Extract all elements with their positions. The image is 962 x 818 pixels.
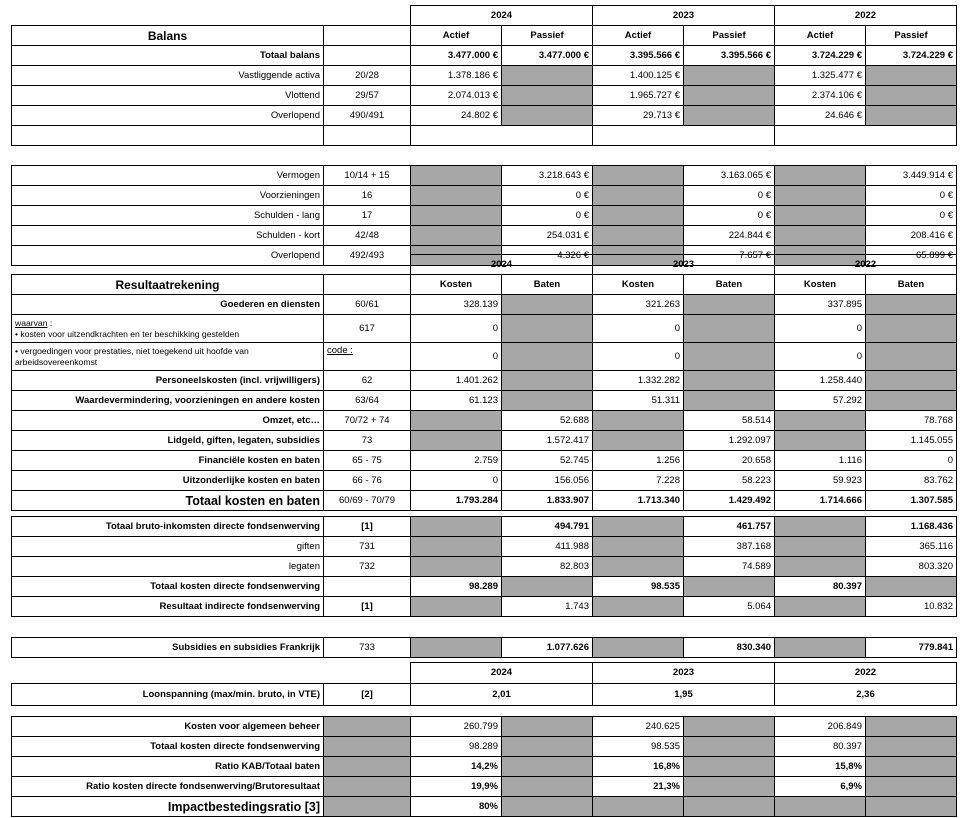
cell: 58.223 [684, 471, 775, 491]
cell: 24.802 € [411, 106, 502, 126]
table-row [12, 471, 957, 491]
year-header: 2024 [411, 255, 593, 275]
row-code: 20/28 [324, 66, 411, 86]
col-header: Actief [775, 26, 866, 46]
table-row [12, 777, 957, 797]
row-label: Goederen en diensten [12, 295, 324, 315]
row-label: Vastliggende activa [12, 66, 324, 86]
cell: 1.429.492 [684, 491, 775, 511]
row-label: Overlopend [12, 106, 324, 126]
cell: 1.965.727 € [593, 86, 684, 106]
waarvan-label: waarvan [15, 317, 48, 328]
row-code: 490/491 [324, 106, 411, 126]
cell: 80% [411, 797, 502, 817]
waarvan-text: • vergoedingen voor prestaties, niet toegekend uit hoofde van arbeidsovereenkomst [12, 343, 324, 371]
col-header: Actief [411, 26, 502, 46]
cell: 1.325.477 € [775, 66, 866, 86]
cell: 3.724.229 € [866, 46, 957, 66]
col-header: Baten [684, 275, 775, 295]
row-label: Uitzonderlijke kosten en baten [12, 471, 324, 491]
cell: 29.713 € [593, 106, 684, 126]
cell: 3.218.643 € [502, 166, 593, 186]
col-header: Passief [684, 26, 775, 46]
row-label: Voorzieningen [12, 186, 324, 206]
cell: 78.768 [866, 411, 957, 431]
cell: 3.395.566 € [684, 46, 775, 66]
cell: 5.064 [684, 597, 775, 617]
row-label: Loonspanning (max/min. bruto, in VTE) [12, 684, 324, 706]
cell: 1.743 [502, 597, 593, 617]
year-header: 2023 [593, 6, 775, 26]
cell: 1.401.262 [411, 371, 502, 391]
cell: 98.289 [411, 737, 502, 757]
cell: 0 € [866, 206, 957, 226]
cell: 1.572.417 [502, 431, 593, 451]
cell: 2.074.013 € [411, 86, 502, 106]
cell: 2.374.106 € [775, 86, 866, 106]
balans-title: Balans [12, 26, 324, 46]
table-row [12, 517, 957, 537]
waarvan-text: • kosten voor uitzendkrachten en ter beschikking gestelden [15, 328, 240, 339]
cell: 337.895 [775, 295, 866, 315]
row-label: Kosten voor algemeen beheer [12, 717, 324, 737]
ratios-table [11, 716, 957, 817]
col-header: Baten [502, 275, 593, 295]
cell: 240.625 [593, 717, 684, 737]
cell: 0 [866, 451, 957, 471]
cell: 206.849 [775, 717, 866, 737]
cell: 15,8% [775, 757, 866, 777]
row-code: [1] [324, 597, 411, 617]
table-row [12, 491, 957, 511]
cell: 16,8% [593, 757, 684, 777]
subsidies-table [11, 637, 957, 658]
table-row [12, 206, 957, 226]
row-code: 617 [324, 315, 411, 343]
row-code: [1] [324, 517, 411, 537]
cell: 779.841 [866, 638, 957, 658]
cell: 74.589 [684, 557, 775, 577]
col-header: Actief [593, 26, 684, 46]
cell: 20.658 [684, 451, 775, 471]
cell: 156.056 [502, 471, 593, 491]
cell: 0 € [502, 186, 593, 206]
table-row [12, 737, 957, 757]
table-row [12, 451, 957, 471]
row-code: 60/69 - 70/79 [324, 491, 411, 511]
cell: 1.258.440 [775, 371, 866, 391]
cell: 224.844 € [684, 226, 775, 246]
row-code: 62 [324, 371, 411, 391]
table-row [12, 166, 957, 186]
cell: 0 € [866, 186, 957, 206]
table-row [12, 295, 957, 315]
cell: 1.378.186 € [411, 66, 502, 86]
balans-table [11, 5, 957, 266]
cell: 3.395.566 € [593, 46, 684, 66]
table-row [12, 343, 957, 371]
row-code: 492/493 [324, 246, 411, 266]
table-row [12, 597, 957, 617]
col-header: Baten [866, 275, 957, 295]
row-label: Ratio kosten directe fondsenwerving/Brutoresultaat [12, 777, 324, 797]
row-code: [2] [324, 684, 411, 706]
table-row [12, 684, 957, 706]
row-code: 16 [324, 186, 411, 206]
row-label: Waardevermindering, voorzieningen en andere kosten [12, 391, 324, 411]
row-label: Totaal balans [12, 46, 324, 66]
row-code: 70/72 + 74 [324, 411, 411, 431]
row-label: Omzet, etc… [12, 411, 324, 431]
col-header: Kosten [411, 275, 502, 295]
cell: 1.116 [775, 451, 866, 471]
row-label: Schulden - lang [12, 206, 324, 226]
table-row [12, 797, 957, 817]
cell: 58.514 [684, 411, 775, 431]
year-header: 2022 [775, 6, 957, 26]
cell: 0 [411, 471, 502, 491]
table-row [12, 431, 957, 451]
year-header: 2022 [775, 255, 957, 275]
row-label: Overlopend [12, 246, 324, 266]
cell: 52.745 [502, 451, 593, 471]
row-code: 731 [324, 537, 411, 557]
row-code: 42/48 [324, 226, 411, 246]
cell: 2,01 [411, 684, 593, 706]
cell: 1.713.340 [593, 491, 684, 511]
cell: 65.899 € [866, 246, 957, 266]
cell: 19,9% [411, 777, 502, 797]
row-code: 63/64 [324, 391, 411, 411]
cell: 3.449.914 € [866, 166, 957, 186]
cell: 1.168.436 [866, 517, 957, 537]
table-row [12, 537, 957, 557]
cell: 61.123 [411, 391, 502, 411]
year-header: 2023 [593, 255, 775, 275]
cell: 98.535 [593, 577, 684, 597]
cell: 1.400.125 € [593, 66, 684, 86]
fondsenwerving-table [11, 516, 957, 617]
cell: 0 € [684, 186, 775, 206]
row-code: 10/14 + 15 [324, 166, 411, 186]
cell: 1.833.907 [502, 491, 593, 511]
cell: 0 [411, 315, 502, 343]
table-row [12, 557, 957, 577]
year-header: 2023 [593, 663, 775, 684]
cell: 0 [593, 315, 684, 343]
waarvan-cell-1 [12, 315, 324, 343]
table-row [12, 717, 957, 737]
cell: 1,95 [593, 684, 775, 706]
cell: 0 [593, 343, 684, 371]
row-code: 60/61 [324, 295, 411, 315]
row-code: 66 - 76 [324, 471, 411, 491]
table-row [12, 371, 957, 391]
cell: 0 € [502, 206, 593, 226]
cell: 10.832 [866, 597, 957, 617]
cell: 260.799 [411, 717, 502, 737]
cell: 3.163.065 € [684, 166, 775, 186]
loonspanning-table [11, 662, 957, 706]
cell: 3.724.229 € [775, 46, 866, 66]
cell: 365.116 [866, 537, 957, 557]
cell: 461.757 [684, 517, 775, 537]
resultaat-table [11, 254, 957, 511]
cell: 328.139 [411, 295, 502, 315]
col-header: Kosten [593, 275, 684, 295]
cell: 1.256 [593, 451, 684, 471]
cell: 98.535 [593, 737, 684, 757]
year-header: 2024 [411, 6, 593, 26]
row-code: 73 [324, 431, 411, 451]
cell: 51.311 [593, 391, 684, 411]
cell: 80.397 [775, 577, 866, 597]
waarvan-colon: : [47, 317, 53, 328]
table-row [12, 86, 957, 106]
cell: 1.332.282 [593, 371, 684, 391]
col-header: Kosten [775, 275, 866, 295]
cell: 1.793.284 [411, 491, 502, 511]
table-row [12, 106, 957, 126]
table-row [12, 638, 957, 658]
row-code: 17 [324, 206, 411, 226]
row-label: Lidgeld, giften, legaten, subsidies [12, 431, 324, 451]
row-label: giften [12, 537, 324, 557]
row-label: Vermogen [12, 166, 324, 186]
row-label: Totaal bruto-inkomsten directe fondsenwerving [12, 517, 324, 537]
cell: 208.416 € [866, 226, 957, 246]
row-label: Impactbestedingsratio [3] [12, 797, 324, 817]
cell: 83.762 [866, 471, 957, 491]
cell: 0 € [684, 206, 775, 226]
cell: 2.759 [411, 451, 502, 471]
cell: 494.791 [502, 517, 593, 537]
cell: 24.646 € [775, 106, 866, 126]
table-row [12, 46, 957, 66]
cell: 1.714.666 [775, 491, 866, 511]
table-row [12, 577, 957, 597]
cell: 57.292 [775, 391, 866, 411]
cell: 387.168 [684, 537, 775, 557]
row-label: Totaal kosten en baten [12, 491, 324, 511]
cell: 52.688 [502, 411, 593, 431]
cell: 321.263 [593, 295, 684, 315]
cell: 98.289 [411, 577, 502, 597]
cell: 411.988 [502, 537, 593, 557]
cell: 82.803 [502, 557, 593, 577]
cell: 3.477.000 € [411, 46, 502, 66]
cell: 254.031 € [502, 226, 593, 246]
table-row [12, 226, 957, 246]
col-header: Passief [502, 26, 593, 46]
row-code: 29/57 [324, 86, 411, 106]
row-label: Resultaat indirecte fondsenwerving [12, 597, 324, 617]
row-label: legaten [12, 557, 324, 577]
year-header: 2024 [411, 663, 593, 684]
table-row [12, 411, 957, 431]
cell: 1.292.097 [684, 431, 775, 451]
row-label: Subsidies en subsidies Frankrijk [12, 638, 324, 658]
cell: 7.657 € [684, 246, 775, 266]
cell: 14,2% [411, 757, 502, 777]
cell: 0 [775, 343, 866, 371]
row-label: Totaal kosten directe fondsenwerving [12, 737, 324, 757]
cell: 0 [775, 315, 866, 343]
cell: 2,36 [775, 684, 957, 706]
table-row [12, 186, 957, 206]
code-label: code : [327, 345, 353, 356]
cell: 1.145.055 [866, 431, 957, 451]
row-label: Totaal kosten directe fondsenwerving [12, 577, 324, 597]
row-label: Vlottend [12, 86, 324, 106]
table-row [12, 66, 957, 86]
cell: 1.307.585 [866, 491, 957, 511]
row-label: Schulden - kort [12, 226, 324, 246]
table-row [12, 391, 957, 411]
year-header: 2022 [775, 663, 957, 684]
cell: 7.228 [593, 471, 684, 491]
row-label: Personeelskosten (incl. vrijwilligers) [12, 371, 324, 391]
cell: 830.340 [684, 638, 775, 658]
cell: 3.477.000 € [502, 46, 593, 66]
col-header: Passief [866, 26, 957, 46]
cell: 4.326 € [502, 246, 593, 266]
cell: 59.923 [775, 471, 866, 491]
cell: 6,9% [775, 777, 866, 797]
row-label: Financiële kosten en baten [12, 451, 324, 471]
table-row [12, 315, 957, 343]
cell: 1.077.626 [502, 638, 593, 658]
table-row [12, 757, 957, 777]
row-label: Ratio KAB/Totaal baten [12, 757, 324, 777]
cell: 0 [411, 343, 502, 371]
row-code: 732 [324, 557, 411, 577]
cell: 803.320 [866, 557, 957, 577]
cell: 80.397 [775, 737, 866, 757]
cell: 21,3% [593, 777, 684, 797]
resultaat-title: Resultaatrekening [12, 275, 324, 295]
row-code: 65 - 75 [324, 451, 411, 471]
row-code: 733 [324, 638, 411, 658]
